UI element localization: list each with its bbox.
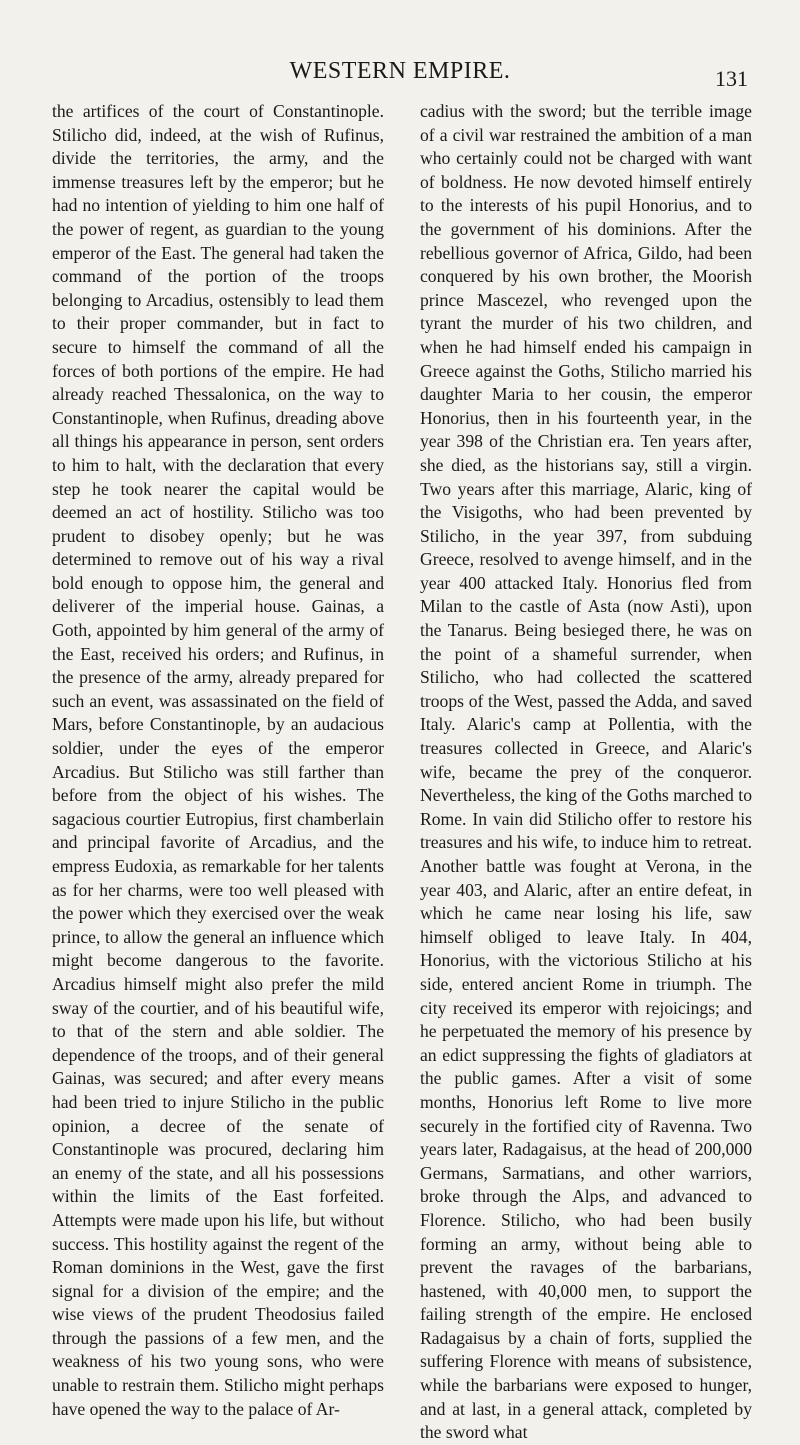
page-number: 131 — [715, 66, 748, 91]
running-head — [0, 56, 800, 91]
right-column-text: cadius with the sword; but the terrible image of a civil war restrained the ambition of a man who certainly could not be charged with want of boldness. He now devoted himself entirely to the interests of his pupil Honorius, and to the government of his dominions. After the rebellious governor of Africa, Gildo, had been conquered by his own brother, the Moorish prince Mascezel, who revenged upon the tyrant the murder of his two children, and when he had himself ended his campaign in Greece against the Goths, Stilicho married his daughter Maria to her cousin, the emperor Honorius, then in his fourteenth year, in the year 398 of the Christian era. Ten years after, she died, as the historians say, still a virgin. Two years after this marriage, Alaric, king of the Visigoths, who had been prevented by Stilicho, in the year 397, from subduing Greece, resolved to avenge himself, and in the year 400 attacked Italy. Honorius fled from Milan to the castle of Asta (now Asti), upon the Tanarus. Being besieged there, he was on the point of a shameful surrender, when Stilicho, who had collected the scattered troops of the West, passed the Adda, and saved Italy. Alaric's camp at Pollentia, with the treasures collected in Greece, and Alaric's wife, became the prey of the conqueror. Nevertheless, the king of the Goths marched to Rome. In vain did Stilicho offer to restore his treasures and his wife, to induce him to retreat. Another battle was fought at Verona, in the year 403, and Alaric, after an entire defeat, in which he came near losing his life, saw himself obliged to leave Italy. In 404, Honorius, with the victorious Stilicho at his side, entered ancient Rome in triumph. The city received its emperor with rejoicings; and he perpetuated the memory of his presence by an edict suppressing the fights of gladiators at the public games. After a visit of some months, Honorius left Rome to live more securely in the fortified city of Ravenna. Two years later, Radagaisus, at the head of 200,000 Germans, Sarmatians, and other warriors, broke through the Alps, and advanced to Florence. Stilicho, who had been busily forming an army, without being able to prevent the ravages of the barbarians, hastened, with 40,000 men, to support the failing strength of the empire. He enclosed Radagaisus by a chain of forts, supplied the suffering Florence with means of subsistence, while the barbarians were exposed to hunger, and at last, in a general attack, completed by the sword what — [420, 101, 752, 1443]
running-title: WESTERN EMPIRE. — [289, 58, 511, 84]
left-column — [52, 100, 384, 1419]
right-column — [420, 100, 752, 1443]
text-columns — [52, 100, 752, 1443]
left-column-text: the artifices of the court of Constantinople. Stilicho did, indeed, at the wish of Rufinus, divide the territories, the army, and the immense treasures left by the emperor; but he had no intention of yielding to him one half of the power of regent, as guardian to the young emperor of the East. The general had taken the command of the portion of the troops belonging to Arcadius, ostensibly to lead them to their proper commander, but in fact to secure to himself the command of all the forces of both portions of the empire. He had already reached Thessalonica, on the way to Constantinople, when Rufinus, dreading above all things his appearance in person, sent orders to him to halt, with the declaration that every step he took nearer the capital would be deemed an act of hostility. Stilicho was too prudent to disobey openly; but he was determined to remove out of his way a rival bold enough to oppose him, the general and deliverer of the imperial house. Gainas, a Goth, appointed by him general of the army of the East, received his orders; and Rufinus, in the presence of the army, already prepared for such an event, was assassinated on the field of Mars, before Constantinople, by an audacious soldier, under the eyes of the emperor Arcadius. But Stilicho was still farther than before from the object of his wishes. The sagacious courtier Eutropius, first chamberlain and principal favorite of Arcadius, and the empress Eudoxia, as remarkable for her talents as for her charms, were too well pleased with the power which they exercised over the weak prince, to allow the general an influence which might become dangerous to the favorite. Arcadius himself might also prefer the mild sway of the courtier, and of his beautiful wife, to that of the stern and able soldier. The dependence of the troops, and of their general Gainas, was secured; and after every means had been tried to injure Stilicho in the public opinion, a decree of the senate of Constantinople was procured, declaring him an enemy of the state, and all his possessions within the limits of the East forfeited. Attempts were made upon his life, but without success. This hostility against the regent of the Roman dominions in the West, gave the first signal for a division of the empire; and the wise views of the prudent Theodosius failed through the passions of a few men, and the weakness of his two young sons, who were unable to restrain them. Stilicho might perhaps have opened the way to the palace of Ar- — [52, 101, 384, 1419]
